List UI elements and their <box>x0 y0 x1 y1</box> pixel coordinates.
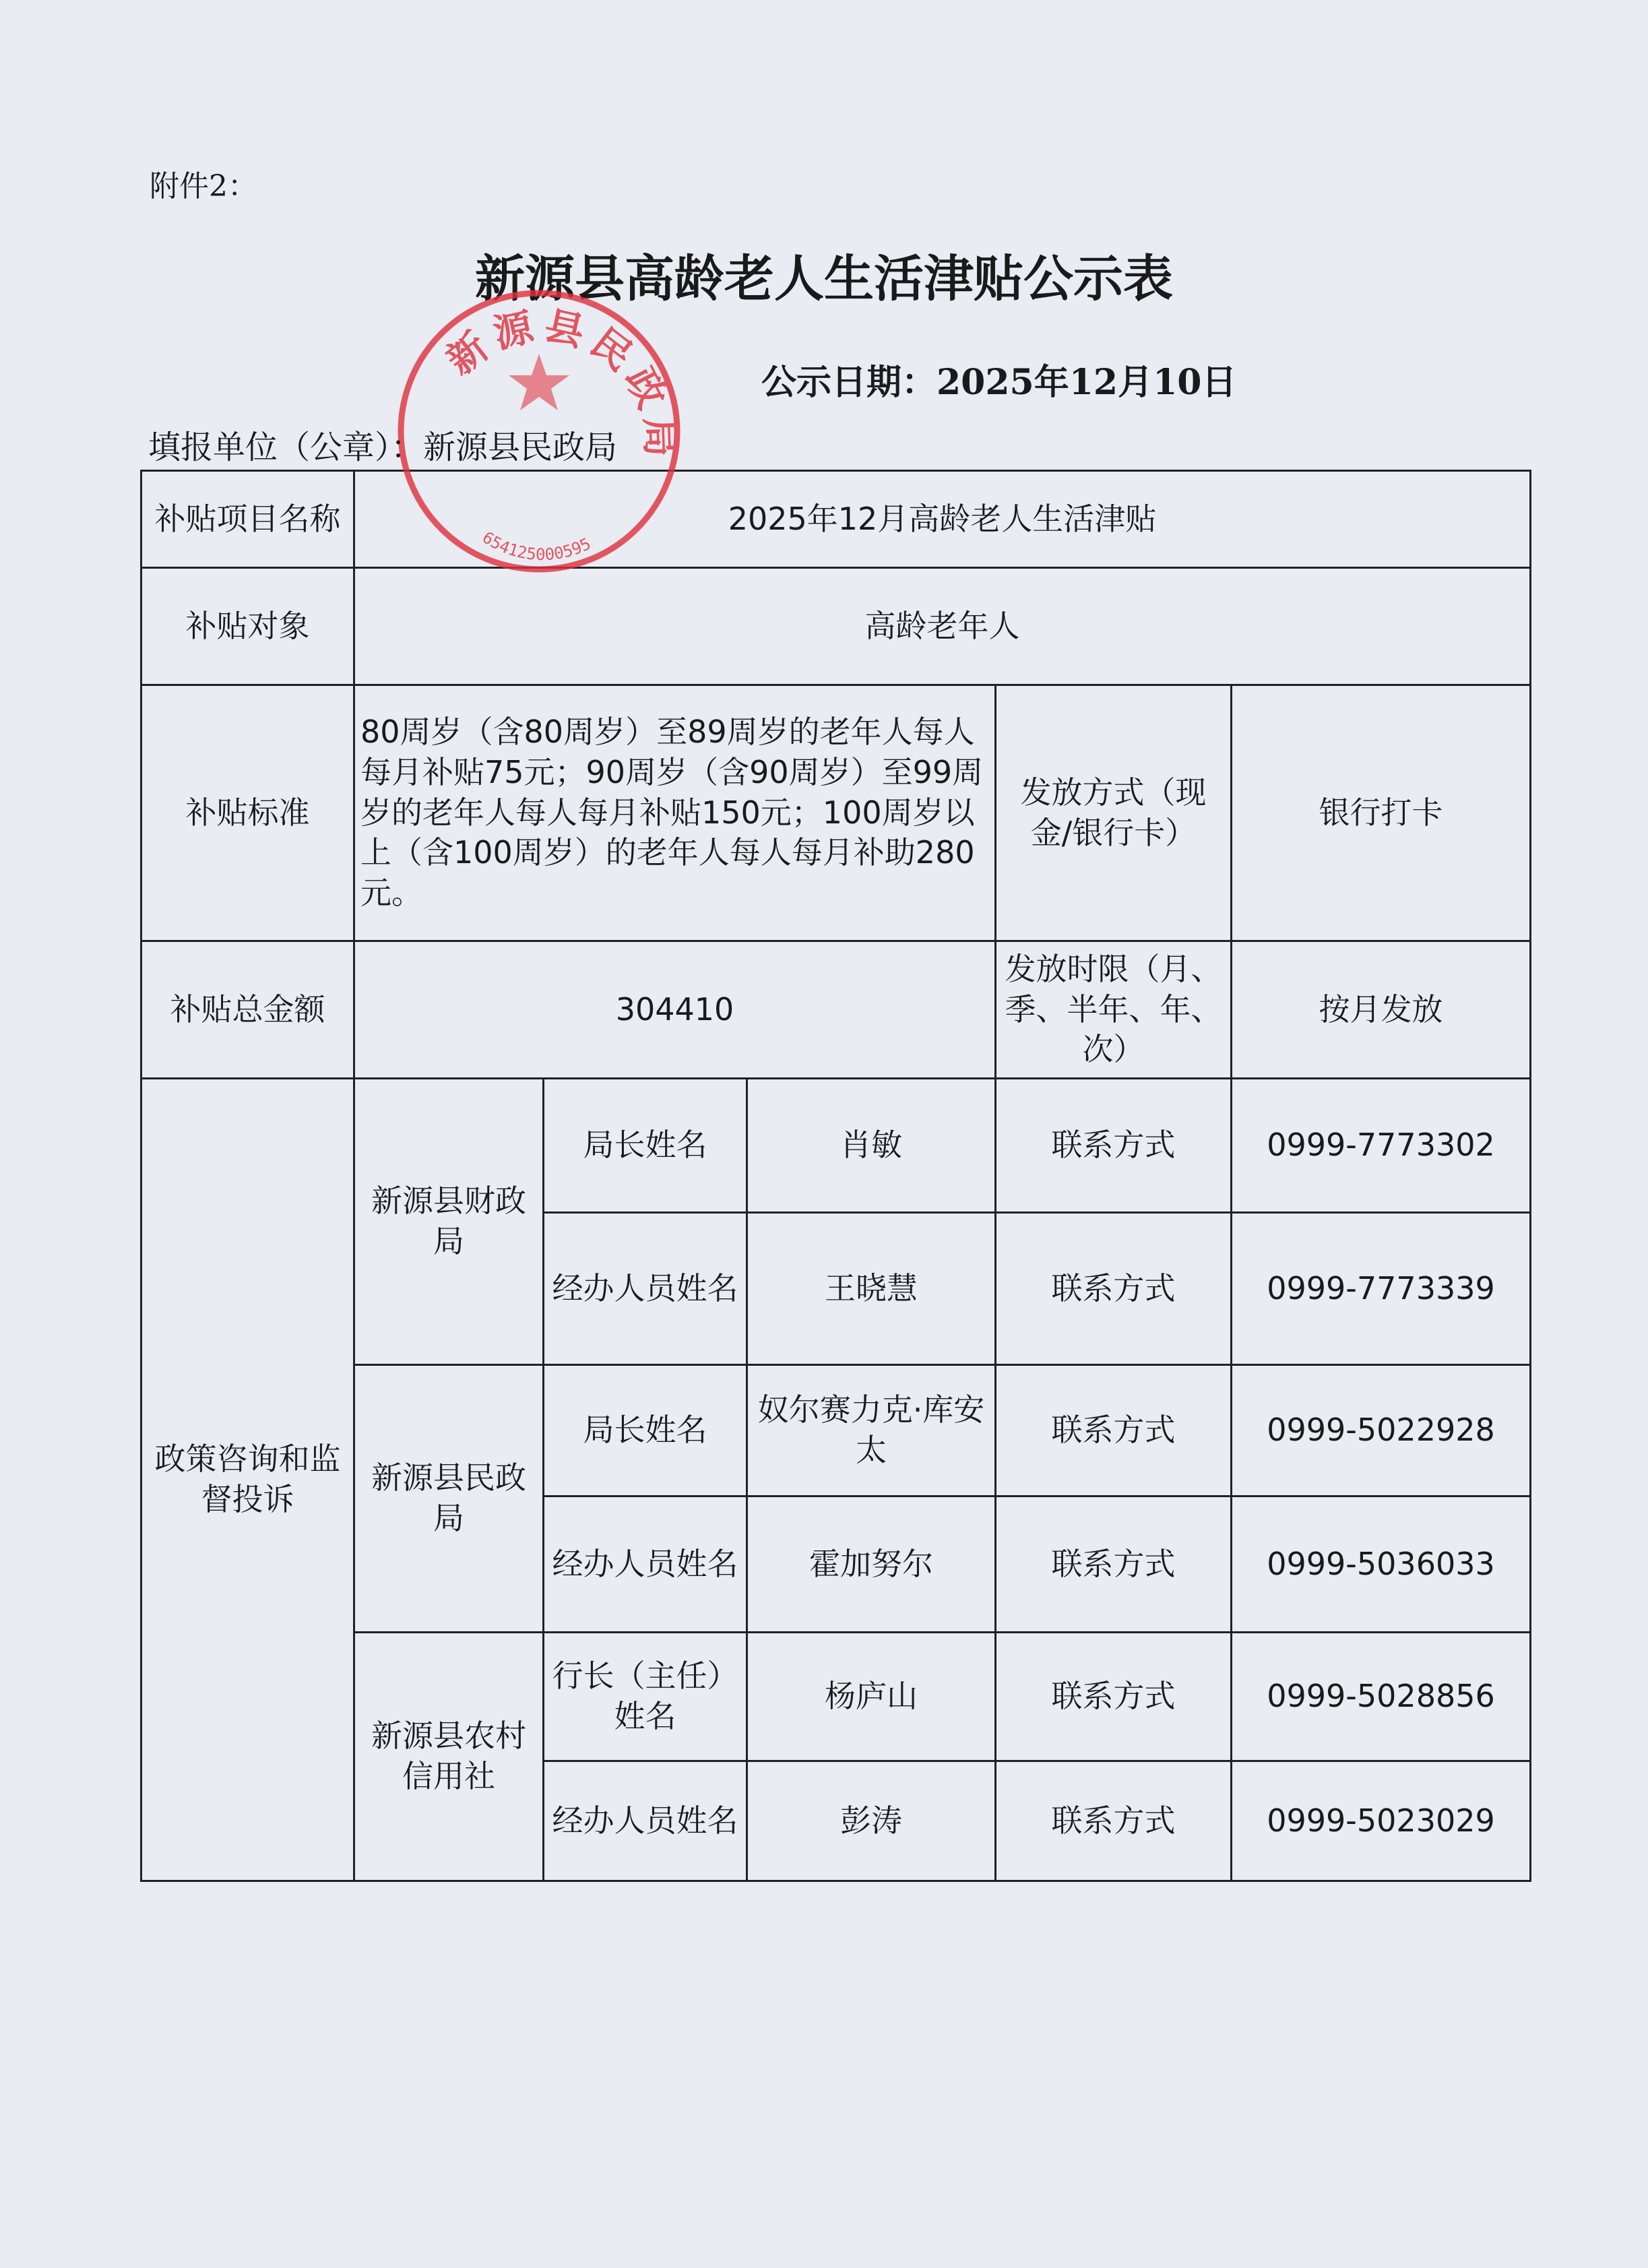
standard-label: 补贴标准 <box>141 685 354 941</box>
person-name: 杨庐山 <box>747 1633 996 1761</box>
reporting-unit: 填报单位（公章）：新源县民政局 <box>148 429 618 466</box>
phone: 0999-5036033 <box>1232 1497 1531 1633</box>
subsidy-table <box>140 470 1531 1882</box>
phone: 0999-5028856 <box>1232 1633 1531 1761</box>
person-name: 肖敏 <box>747 1079 996 1213</box>
role: 经办人员姓名 <box>544 1761 747 1881</box>
period-value: 按月发放 <box>1232 941 1531 1079</box>
publish-date: 公示日期：2025年12月10日 <box>761 362 1237 403</box>
target-label: 补贴对象 <box>141 568 354 685</box>
table-row <box>141 471 1531 568</box>
period-label: 发放时限（月、季、半年、年、次） <box>996 941 1232 1079</box>
total-value: 304410 <box>354 941 996 1079</box>
table-row <box>141 1079 1531 1213</box>
role: 局长姓名 <box>544 1079 747 1213</box>
seal-code: 654125000595 <box>478 528 594 565</box>
phone: 0999-7773339 <box>1232 1213 1531 1365</box>
role: 局长姓名 <box>544 1365 747 1497</box>
standard-value: 80周岁（含80周岁）至89周岁的老年人每人每月补贴75元；90周岁（含90周岁）至99周岁的老年人每人每月补贴150元；100周岁以上（含100周岁）的老年人每人每月补助280元。 <box>354 685 996 941</box>
table-row <box>141 568 1531 685</box>
phone: 0999-5023029 <box>1232 1761 1531 1881</box>
role: 经办人员姓名 <box>544 1213 747 1365</box>
star-icon <box>509 354 569 410</box>
org-name: 新源县财政局 <box>354 1079 544 1365</box>
person-name: 奴尔赛力克·库安太 <box>747 1365 996 1497</box>
org-name: 新源县民政局 <box>354 1365 544 1633</box>
contact-label: 联系方式 <box>996 1497 1232 1633</box>
method-label: 发放方式（现金/银行卡） <box>996 685 1232 941</box>
project-value: 2025年12月高龄老人生活津贴 <box>354 471 1531 568</box>
org-name: 新源县农村信用社 <box>354 1633 544 1881</box>
contact-section-label: 政策咨询和监督投诉 <box>141 1079 354 1881</box>
seal-text: 新源县民政局 <box>437 302 685 464</box>
contact-label: 联系方式 <box>996 1213 1232 1365</box>
person-name: 霍加努尔 <box>747 1497 996 1633</box>
table-row <box>141 941 1531 1079</box>
contact-label: 联系方式 <box>996 1633 1232 1761</box>
attachment-label: 附件2： <box>150 169 257 203</box>
project-label: 补贴项目名称 <box>141 471 354 568</box>
target-value: 高龄老年人 <box>354 568 1531 685</box>
person-name: 彭涛 <box>747 1761 996 1881</box>
contact-label: 联系方式 <box>996 1761 1232 1881</box>
person-name: 王晓慧 <box>747 1213 996 1365</box>
phone: 0999-5022928 <box>1232 1365 1531 1497</box>
contact-label: 联系方式 <box>996 1365 1232 1497</box>
phone: 0999-7773302 <box>1232 1079 1531 1213</box>
table-row <box>141 685 1531 941</box>
total-label: 补贴总金额 <box>141 941 354 1079</box>
contact-label: 联系方式 <box>996 1079 1232 1213</box>
role: 经办人员姓名 <box>544 1497 747 1633</box>
role: 行长（主任）姓名 <box>544 1633 747 1761</box>
method-value: 银行打卡 <box>1232 685 1531 941</box>
page-title: 新源县高龄老人生活津贴公示表 <box>475 250 1173 308</box>
